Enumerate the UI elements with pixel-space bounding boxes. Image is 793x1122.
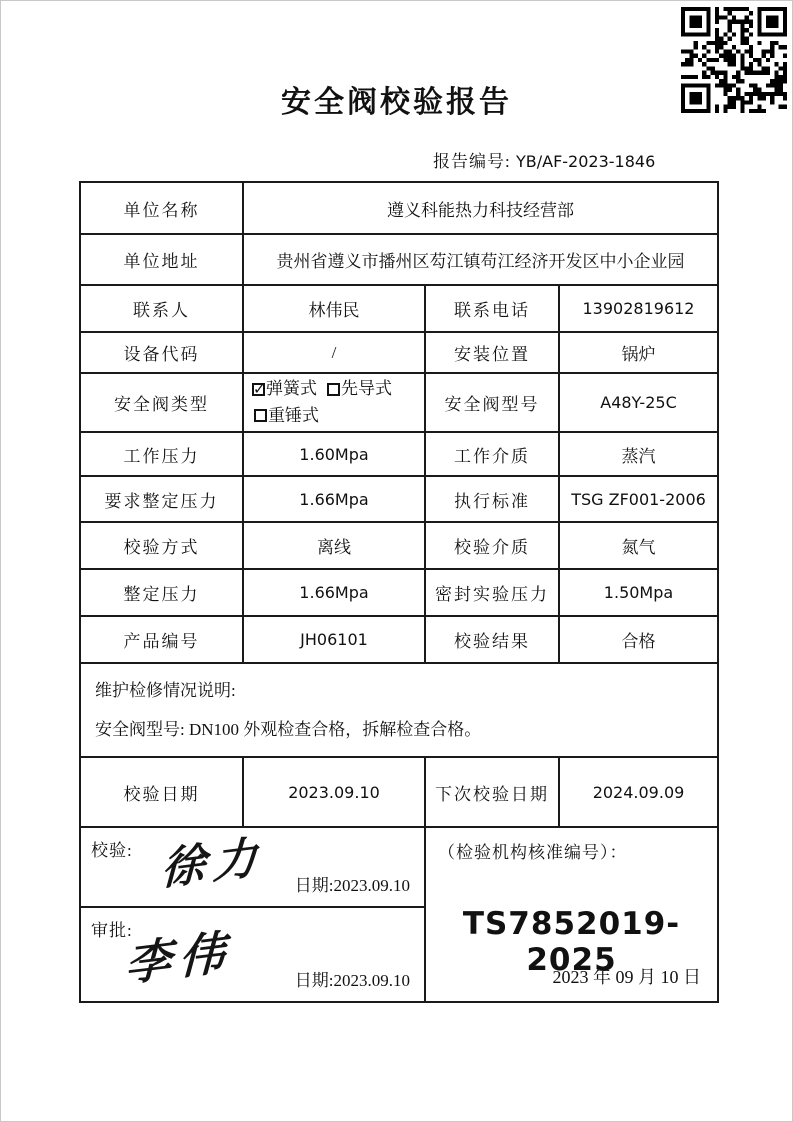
unit-name-value: 遵义科能热力科技经营部 [244,183,719,235]
phone-label: 联系电话 [426,286,560,333]
calibration-date-value: 2023.09.10 [244,758,426,828]
result-label: 校验结果 [426,617,560,664]
required-set-pressure-value: 1.66Mpa [244,477,426,523]
seal-test-pressure-label: 密封实验压力 [426,570,560,617]
valve-model-value: A48Y-25C [560,374,719,433]
checkbox-spring-checked-icon [252,383,265,396]
maintenance-notes [81,664,719,758]
install-position-value: 锅炉 [560,333,719,374]
org-approval-label: （检验机构核准编号）： [438,843,628,862]
verifier-label: 校验: [91,841,133,860]
valve-type-option-spring: 弹簧式 [266,379,317,399]
next-calibration-date-label: 下次校验日期 [426,758,560,828]
maintenance-content: 安全阀型号: DN100 外观检查合格，拆解检查合格。 [95,720,482,739]
org-approval-number: TS7852019-2025 [462,906,681,978]
verifier-date: 日期:2023.09.10 [294,876,410,895]
valve-type-option-weight: 重锤式 [268,405,319,425]
valve-type-option-pilot: 先导式 [341,379,392,399]
unit-address-value: 贵州省遵义市播州区芶江镇苟江经济开发区中小企业园 [244,235,719,286]
set-pressure-value: 1.66Mpa [244,570,426,617]
maintenance-title: 维护检修情况说明: [95,680,236,700]
work-medium-label: 工作介质 [426,433,560,477]
work-pressure-label: 工作压力 [81,433,244,477]
verifier-signature: 徐力 [160,832,266,895]
product-number-value: JH06101 [244,617,426,664]
approver-label: 审批: [91,921,133,940]
checkbox-weight-icon [254,409,267,422]
install-position-label: 安装位置 [426,333,560,374]
unit-name-label: 单位名称 [81,183,244,235]
page-title: 安全阀校验报告 [281,86,512,119]
checkbox-pilot-icon [327,383,340,396]
unit-address-label: 单位地址 [81,235,244,286]
device-code-value: / [244,333,426,374]
standard-value: TSG ZF001-2006 [560,477,719,523]
calibration-method-label: 校验方式 [81,523,244,570]
org-date: 2023 年 09 月 10 日 [552,967,701,987]
set-pressure-label: 整定压力 [81,570,244,617]
calibration-method-value: 离线 [244,523,426,570]
next-calibration-date-value: 2024.09.09 [560,758,719,828]
valve-type-label: 安全阀类型 [81,374,244,433]
approver-signature: 李伟 [124,926,234,991]
device-code-label: 设备代码 [81,333,244,374]
result-value: 合格 [560,617,719,664]
seal-test-pressure-value: 1.50Mpa [560,570,719,617]
inspection-org-block [426,828,719,1003]
report-number-label: 报告编号: [433,152,511,171]
valve-model-label: 安全阀型号 [426,374,560,433]
verifier-signature-block [81,828,426,908]
calibration-medium-value: 氮气 [560,523,719,570]
phone-value: 13902819612 [560,286,719,333]
calibration-date-label: 校验日期 [81,758,244,828]
calibration-medium-label: 校验介质 [426,523,560,570]
work-medium-value: 蒸汽 [560,433,719,477]
report-table [79,181,719,1003]
approver-date: 日期:2023.09.10 [294,971,410,990]
contact-label: 联系人 [81,286,244,333]
product-number-label: 产品编号 [81,617,244,664]
required-set-pressure-label: 要求整定压力 [81,477,244,523]
valve-type-options [244,374,426,433]
qr-code-icon [681,7,787,113]
report-number-value: YB/AF-2023-1846 [515,152,656,171]
standard-label: 执行标准 [426,477,560,523]
approver-signature-block [81,908,426,1003]
contact-value: 林伟民 [244,286,426,333]
report-number [433,147,655,172]
work-pressure-value: 1.60Mpa [244,433,426,477]
